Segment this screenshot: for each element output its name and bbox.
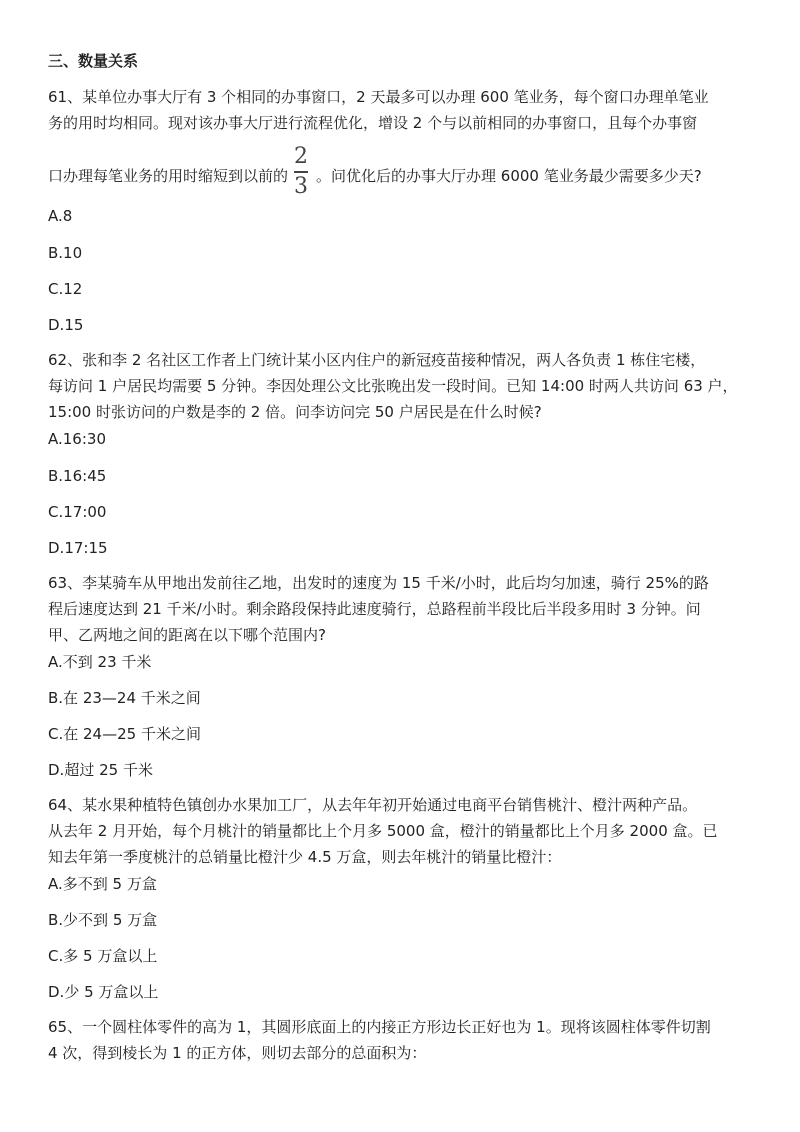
option-63-b: B.在 23—24 千米之间 (48, 689, 201, 707)
question-line: 知去年第一季度桃汁的总销量比橙汁少 4.5 万盒，则去年桃汁的销量比橙汁： (48, 848, 562, 866)
option-62-d: D.17:15 (48, 539, 108, 557)
option-64-b: B.少不到 5 万盒 (48, 911, 158, 929)
question-62-text (48, 347, 758, 425)
question-64-text (48, 792, 758, 870)
option-61-a: A.8 (48, 207, 73, 225)
question-63-text (48, 570, 758, 648)
option-64-a: A.多不到 5 万盒 (48, 875, 157, 893)
question-65-text (48, 1014, 758, 1066)
option-63-a: A.不到 23 千米 (48, 653, 152, 671)
question-line: 15:00 时张访问的户数是李的 2 倍。问李访问完 50 户居民是在什么时候? (48, 403, 542, 421)
fraction-denominator: 3 (294, 174, 309, 199)
question-line: 甲、乙两地之间的距离在以下哪个范围内? (48, 626, 326, 644)
option-62-b: B.16:45 (48, 467, 107, 485)
question-line (48, 146, 758, 198)
fraction (294, 146, 308, 198)
question-line: 63、李某骑车从甲地出发前往乙地，出发时的速度为 15 千米/小时，此后均匀加速，骑行 25%的路 (48, 574, 709, 592)
option-62-a: A.16:30 (48, 430, 106, 448)
question-line: 65、一个圆柱体零件的高为 1，其圆形底面上的内接正方形边长正好也为 1。现将该圆柱体零件切割 (48, 1018, 711, 1036)
question-line-segment: 。问优化后的办事大厅办理 6000 笔业务最少需要多少天? (316, 167, 702, 185)
section-title: 三、数量关系 (48, 52, 139, 70)
question-line: 从去年 2 月开始，每个月桃汁的销量都比上个月多 5000 盒，橙汁的销量都比上个月多 2000 盒。已 (48, 822, 718, 840)
option-64-d: D.少 5 万盒以上 (48, 983, 159, 1001)
option-61-c: C.12 (48, 280, 83, 298)
option-62-c: C.17:00 (48, 503, 107, 521)
question-line: 64、某水果种植特色镇创办水果加工厂，从去年年初开始通过电商平台销售桃汁、橙汁两种产品。 (48, 796, 698, 814)
fraction-numerator: 2 (294, 144, 309, 169)
question-line: 61、某单位办事大厅有 3 个相同的办事窗口，2 天最多可以办理 600 笔业务，每个窗口办理单笔业 (48, 88, 709, 106)
option-61-b: B.10 (48, 244, 83, 262)
option-63-d: D.超过 25 千米 (48, 761, 153, 779)
question-line: 4 次，得到棱长为 1 的正方体，则切去部分的总面积为： (48, 1044, 427, 1062)
option-61-d: D.15 (48, 316, 84, 334)
question-line: 务的用时均相同。现对该办事大厅进行流程优化，增设 2 个与以前相同的办事窗口，且每个办事窗 (48, 114, 698, 132)
option-64-c: C.多 5 万盒以上 (48, 947, 158, 965)
question-line-segment: 口办理每笔业务的用时缩短到以前的 (48, 167, 289, 185)
option-63-c: C.在 24—25 千米之间 (48, 725, 201, 743)
question-line: 程后速度达到 21 千米/小时。剩余路段保持此速度骑行，总路程前半段比后半段多用时 3 分钟。问 (48, 600, 701, 618)
question-61-text (48, 84, 758, 198)
question-line: 每访问 1 户居民均需要 5 分钟。李因处理公文比张晚出发一段时间。已知 14:00 时两人共访问 63 户， (48, 377, 738, 395)
question-line: 62、张和李 2 名社区工作者上门统计某小区内住户的新冠疫苗接种情况，两人各负责 1 栋住宅楼， (48, 351, 706, 369)
